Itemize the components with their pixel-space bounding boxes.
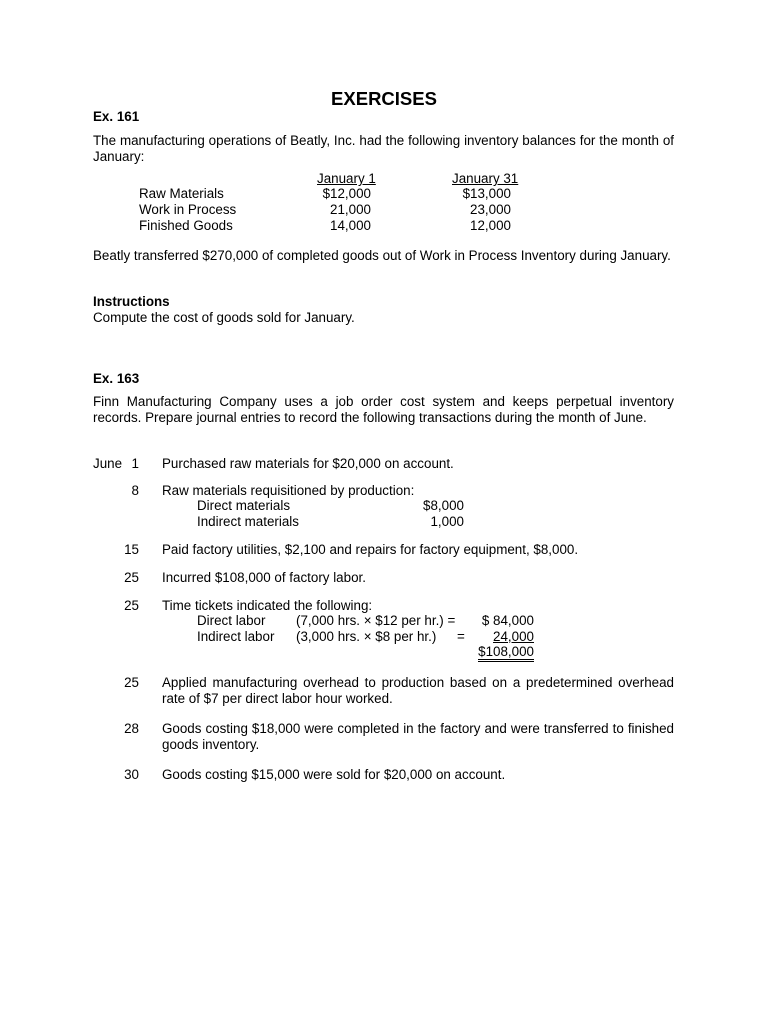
transaction-text: Goods costing $15,000 were sold for $20,000 on account. [162,767,506,782]
transaction-day: 1 [131,456,139,471]
month-label: June [93,456,123,471]
exercise-163-heading: Ex. 163 [93,371,140,386]
exercise-161-transfer: Beatly transferred $270,000 of completed goods out of Work in Process Inventory during January. [93,248,671,263]
transaction-text: Goods costing $18,000 were completed in the factory and were transferred to finished goods inventory. [162,721,674,752]
row-value-jan1: $12,000 [322,186,371,201]
labor-total-value: $108,000 [478,644,534,662]
transaction-day: 8 [131,483,139,498]
instructions-heading: Instructions [93,294,170,309]
row-value-jan31: 23,000 [470,202,511,217]
row-value-jan31: $13,000 [462,186,511,201]
transaction-day: 28 [124,721,139,736]
row-value-jan1: 14,000 [330,218,371,233]
row-label-finished-goods: Finished Goods [139,218,233,233]
transaction-day: 25 [124,598,139,613]
transaction-text: Purchased raw materials for $20,000 on account. [162,456,454,471]
row-value-jan31: 12,000 [470,218,511,233]
transaction-day: 15 [124,542,139,557]
line-amount: $8,000 [423,498,464,513]
transaction-day: 30 [124,767,139,782]
transaction-text: Incurred $108,000 of factory labor. [162,570,366,585]
col-header-jan31: January 31 [452,171,519,186]
line-label: Direct materials [197,498,291,513]
line-label: Indirect labor [197,629,275,644]
line-label: Direct labor [197,613,266,628]
page-title: EXERCISES [331,88,437,109]
transaction-text: Paid factory utilities, $2,100 and repairs for factory equipment, $8,000. [162,542,579,557]
labor-total [474,644,534,660]
line-amount: 24,000 [493,629,534,644]
row-label-raw-materials: Raw Materials [139,186,224,201]
exercise-161-intro: The manufacturing operations of Beatly, Inc. had the following inventory balances for the month of January: [93,133,674,164]
transaction-text: Time tickets indicated the following: [162,598,373,613]
transaction-day: 25 [124,675,139,690]
exercise-163-intro: Finn Manufacturing Company uses a job order cost system and keeps perpetual inventory records. Prepare journal entries to record the following transactions during the month of June. [93,394,674,425]
line-amount: $ 84,000 [481,613,534,628]
line-equals: = [457,629,465,644]
line-label: Indirect materials [197,514,299,529]
row-label-work-in-process: Work in Process [139,202,237,217]
line-amount: 1,000 [430,514,464,529]
line-calc: (3,000 hrs. × $8 per hr.) [296,629,437,644]
transaction-day: 25 [124,570,139,585]
transaction-text: Raw materials requisitioned by production: [162,483,415,498]
transaction-text: Applied manufacturing overhead to production based on a predetermined overhead rate of $7 per direct labor hour worked. [162,675,674,706]
col-header-jan1: January 1 [317,171,376,186]
instructions-text: Compute the cost of goods sold for January. [93,310,355,325]
row-value-jan1: 21,000 [330,202,371,217]
line-calc: (7,000 hrs. × $12 per hr.) = [296,613,456,628]
exercise-161-heading: Ex. 161 [93,109,140,124]
